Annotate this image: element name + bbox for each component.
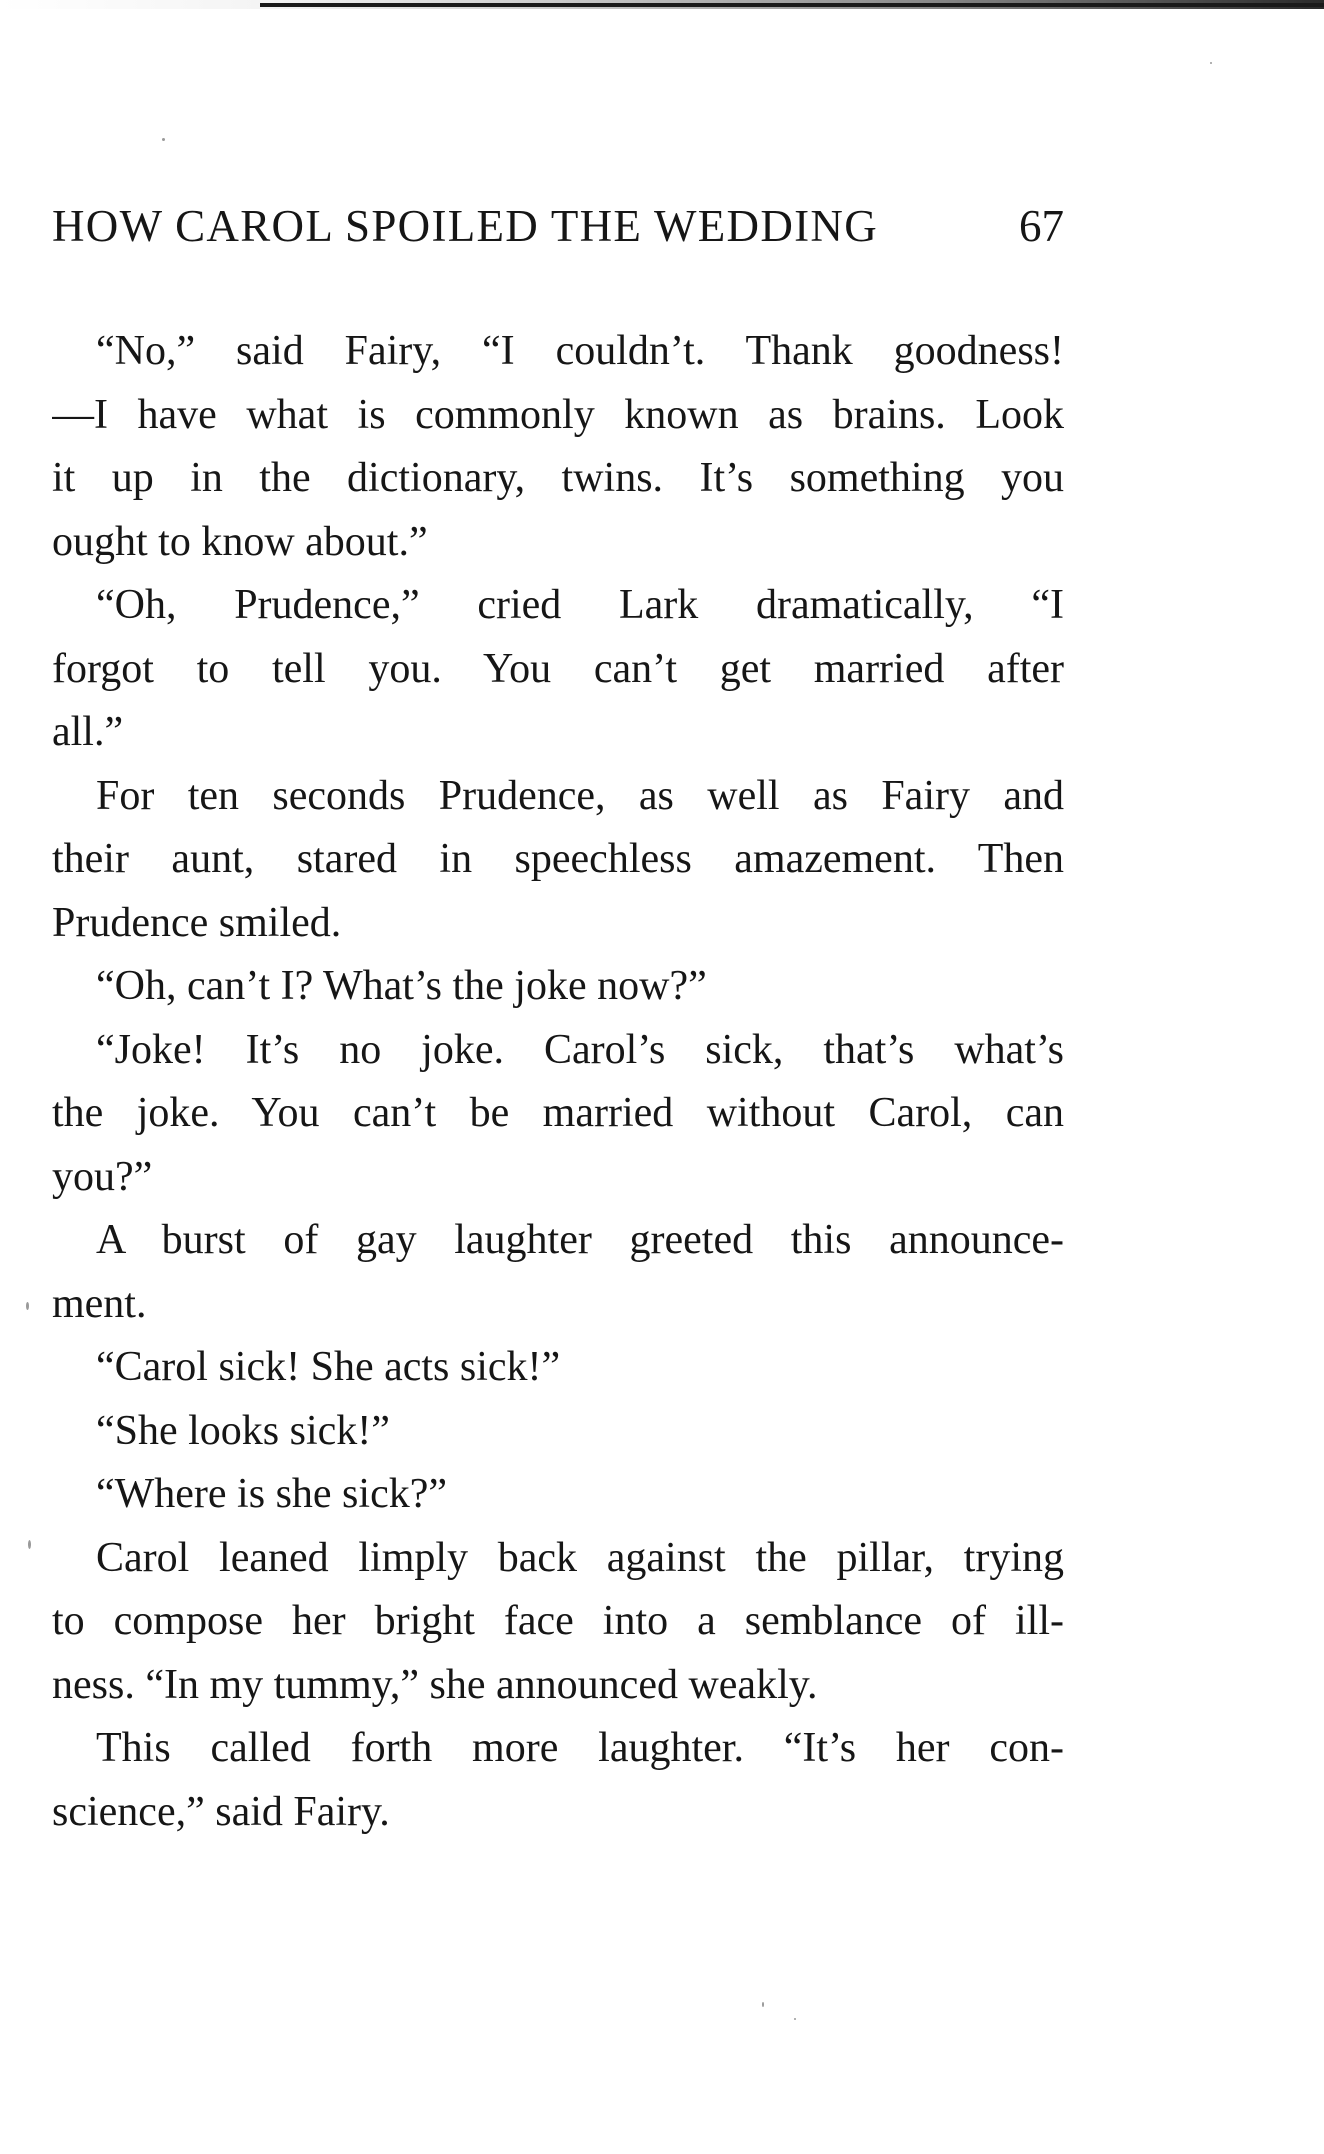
text-line: their aunt, stared in speechless amazement. Then [52, 836, 1064, 882]
running-head [52, 200, 1064, 270]
text-line: ment. [52, 1280, 147, 1327]
text-line: A burst of gay laughter greeted this announce- [96, 1217, 1064, 1263]
paper-speck [162, 138, 165, 141]
text-line: For ten seconds Prudence, as well as Fairy and [96, 772, 1064, 819]
text-line: “No,” said Fairy, “I couldn’t. Thank goodness! [96, 328, 1064, 374]
text-line: “Oh, Prudence,” cried Lark dramatically, “I [96, 582, 1064, 628]
paper-speck [26, 1302, 29, 1310]
text-line: forgot to tell you. You can’t get married after [52, 645, 1064, 692]
text-line: “Carol sick! She acts sick!” [96, 1344, 561, 1390]
paper-speck [794, 2018, 796, 2020]
running-title: HOW CAROL SPOILED THE WEDDING [52, 201, 878, 251]
top-rule [260, 3, 1324, 7]
text-line: “Oh, can’t I? What’s the joke now?” [96, 963, 707, 1009]
paper-speck [28, 1540, 31, 1549]
text-line: the joke. You can’t be married without Carol, can [52, 1090, 1064, 1136]
text-line: Carol leaned limply back against the pillar, trying [96, 1534, 1064, 1581]
page-number: 67 [1019, 201, 1064, 251]
text-line: ness. “In my tummy,” she announced weakly. [52, 1661, 818, 1708]
text-line: This called forth more laughter. “It’s her con- [96, 1725, 1064, 1771]
text-line: “She looks sick!” [96, 1407, 390, 1454]
text-line: Prudence smiled. [52, 899, 342, 946]
text-line: ought to know about.” [52, 518, 428, 565]
text-line: “Joke! It’s no joke. Carol’s sick, that’s what’s [96, 1026, 1064, 1073]
paper-speck [1210, 62, 1212, 64]
text-line: to compose her bright face into a semblance of ill- [52, 1598, 1064, 1644]
text-line: you?” [52, 1153, 153, 1200]
text-line: —I have what is commonly known as brains. Look [52, 391, 1064, 438]
paper-speck [762, 2002, 764, 2007]
text-line: all.” [52, 709, 124, 755]
text-line: “Where is she sick?” [96, 1471, 447, 1517]
body-text [52, 320, 1064, 1844]
text-line: science,” said Fairy. [52, 1788, 390, 1835]
text-line: it up in the dictionary, twins. It’s something you [52, 455, 1064, 501]
